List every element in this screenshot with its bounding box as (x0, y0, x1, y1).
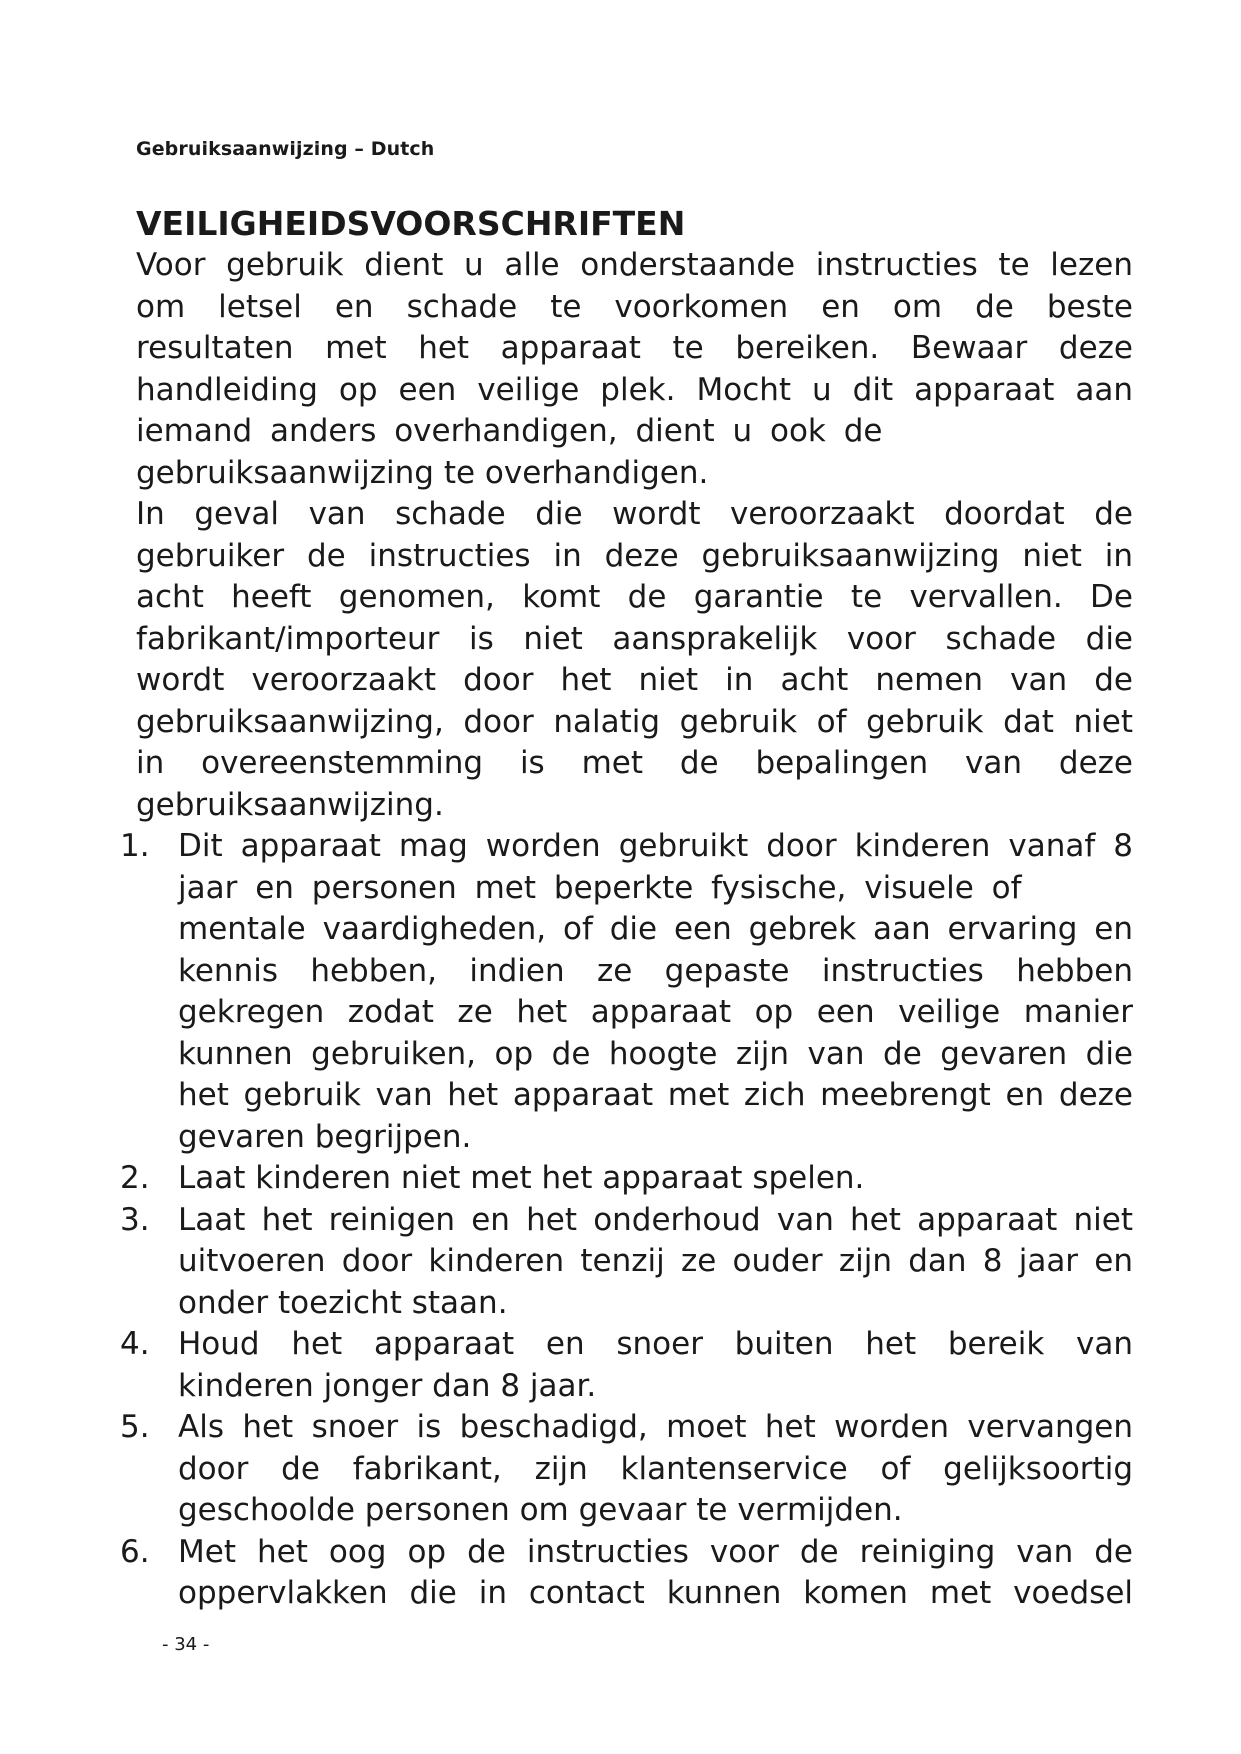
text-line: Laat het reinigen en het onderhoud van het apparaat niet (178, 1201, 1133, 1238)
item-text (178, 1200, 1133, 1325)
item-text (178, 1407, 1133, 1532)
list-item (120, 1532, 1133, 1615)
text-line: jaar en personen met beperkte fysische, visuele of (178, 869, 1022, 906)
item-number: 1. (120, 828, 150, 864)
text-line: handleiding op een veilige plek. Mocht u dit apparaat aan (136, 371, 1133, 408)
safety-list (120, 826, 1133, 1615)
text-line: gekregen zodat ze het apparaat op een veilige manier (178, 994, 1133, 1030)
text-line: resultaten met het apparaat te bereiken. Bewaar deze (136, 330, 1133, 366)
text-line: Laat kinderen niet met het apparaat spelen. (178, 1160, 865, 1196)
text-line: in overeenstemming is met de bepalingen van deze (136, 745, 1133, 781)
text-line: gebruiksaanwijzing, door nalatig gebruik of gebruik dat niet (136, 703, 1133, 740)
text-line: Met het oog op de instructies voor de reiniging van de (178, 1533, 1133, 1570)
list-item (120, 1324, 1133, 1407)
item-number: 3. (120, 1201, 150, 1238)
text-line: uitvoeren door kinderen tenzij ze ouder zijn dan 8 jaar en (178, 1243, 1133, 1279)
item-number: 6. (120, 1533, 150, 1570)
text-line: fabrikant/importeur is niet aansprakelijk voor schade die (136, 620, 1133, 657)
text-line: kunnen gebruiken, op de hoogte zijn van de gevaren die (178, 1035, 1133, 1072)
list-item (120, 826, 1133, 1158)
text-line: om letsel en schade te voorkomen en om de beste (136, 288, 1133, 325)
section-title: VEILIGHEIDSVOORSCHRIFTEN (136, 204, 686, 243)
intro-paragraph (136, 245, 1133, 494)
text-line: onder toezicht staan. (178, 1284, 508, 1321)
text-line: Houd het apparaat en snoer buiten het bereik van (178, 1326, 1133, 1362)
text-line: kinderen jonger dan 8 jaar. (178, 1367, 597, 1404)
text-line: het gebruik van het apparaat met zich meebrengt en deze (178, 1077, 1133, 1113)
text-line: oppervlakken die in contact kunnen komen met voedsel (178, 1575, 1133, 1611)
list-item (120, 1200, 1133, 1325)
item-text (178, 1158, 1133, 1200)
text-line: wordt veroorzaakt door het niet in acht nemen van de (136, 662, 1133, 698)
page-number: - 34 - (162, 1634, 210, 1655)
text-line: gevaren begrijpen. (178, 1118, 472, 1155)
list-item (120, 1407, 1133, 1532)
text-line: geschoolde personen om gevaar te vermijden. (178, 1492, 903, 1528)
text-line: kennis hebben, indien ze gepaste instructies hebben (178, 952, 1133, 989)
text-line: Voor gebruik dient u alle onderstaande instructies te lezen (136, 247, 1133, 283)
item-text (178, 1324, 1133, 1407)
item-number: 2. (120, 1160, 150, 1196)
warranty-paragraph (136, 494, 1133, 826)
text-line: Als het snoer is beschadigd, moet het worden vervangen (178, 1409, 1133, 1445)
item-number: 5. (120, 1409, 150, 1445)
text-line: In geval van schade die wordt veroorzaakt doordat de (136, 496, 1133, 532)
text-line: iemand anders overhandigen, dient u ook de (136, 413, 883, 449)
text-line: mentale vaardigheden, of die een gebrek aan ervaring en (178, 911, 1133, 947)
item-text (178, 1532, 1133, 1615)
text-line: gebruiksaanwijzing. (136, 786, 444, 823)
item-number: 4. (120, 1326, 150, 1362)
item-text (178, 826, 1133, 1158)
text-line: gebruiker de instructies in deze gebruiksaanwijzing niet in (136, 537, 1133, 574)
page-header: Gebruiksaanwijzing – Dutch (136, 138, 435, 160)
text-line: door de fabrikant, zijn klantenservice of gelijksoortig (178, 1450, 1133, 1487)
list-item (120, 1158, 1133, 1200)
text-line: gebruiksaanwijzing te overhandigen. (136, 454, 709, 491)
text-line: acht heeft genomen, komt de garantie te vervallen. De (136, 579, 1133, 615)
content (120, 203, 1133, 1615)
text-line: Dit apparaat mag worden gebruikt door kinderen vanaf 8 (178, 828, 1133, 864)
